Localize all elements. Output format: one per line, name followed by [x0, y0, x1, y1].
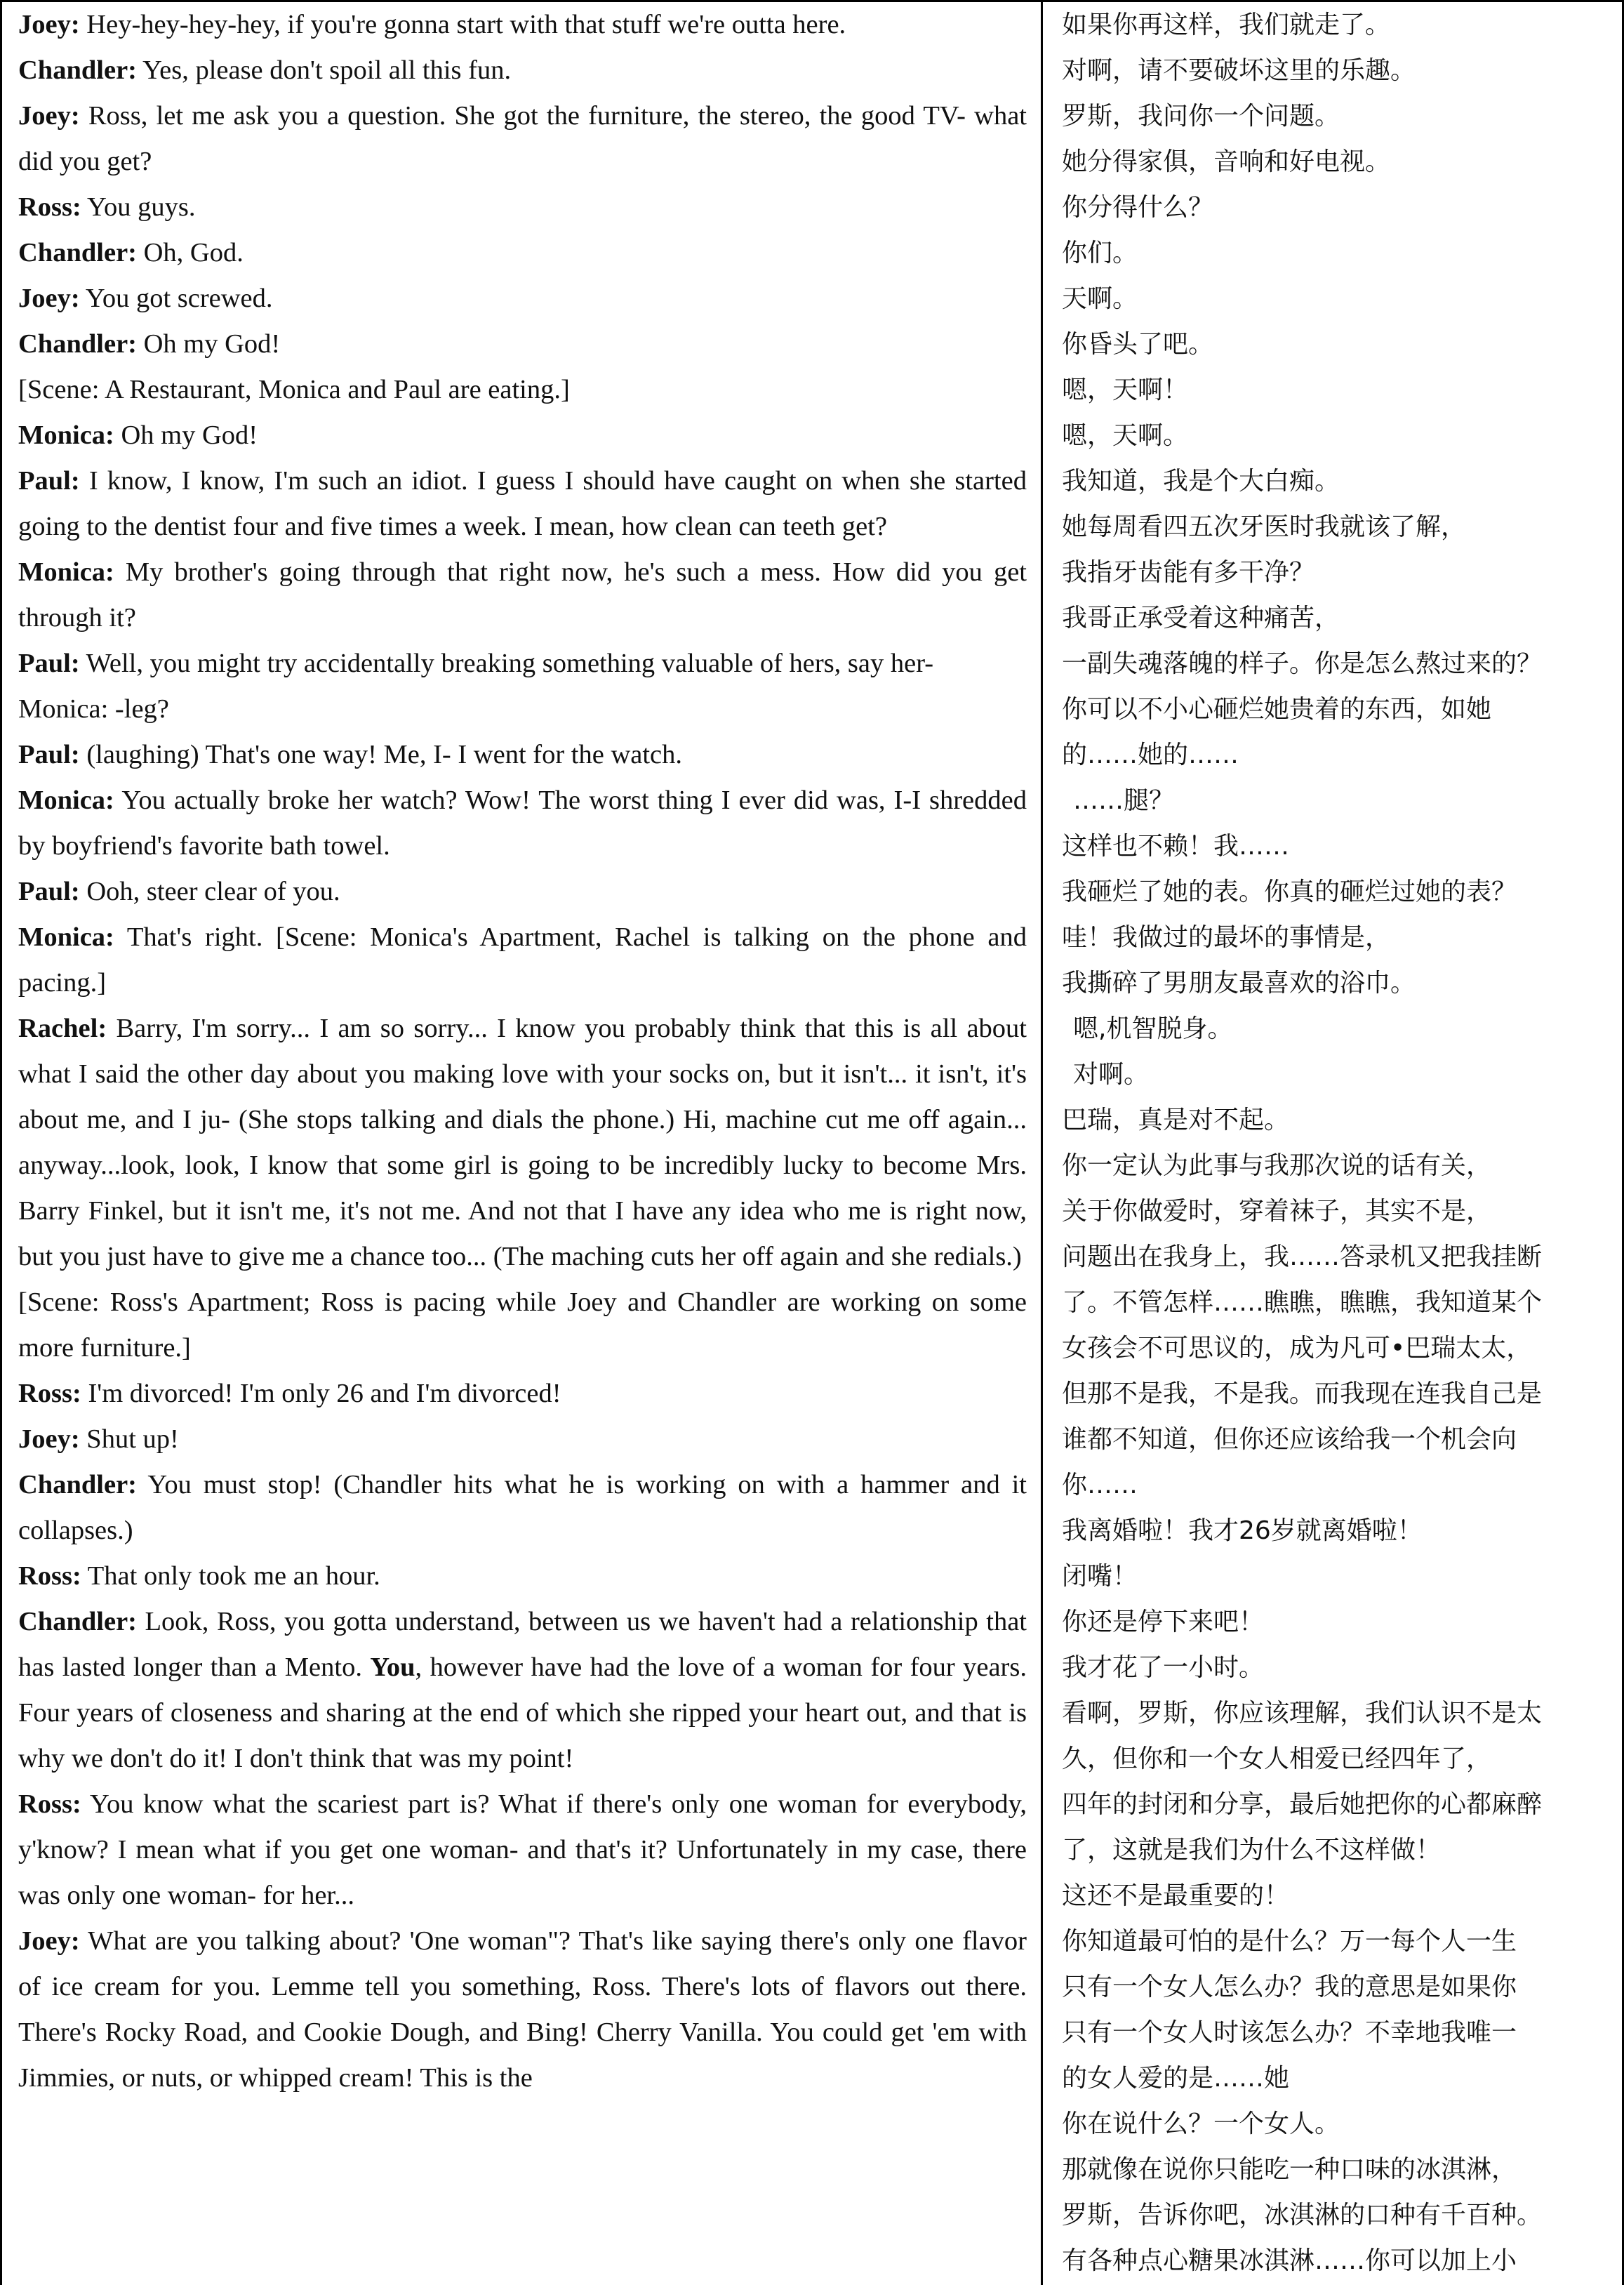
line-text: Yes, please don't spoil all this fun. [136, 55, 512, 85]
translation-line: 哇！我做过的最坏的事情是， [1062, 923, 1391, 952]
translation-line: 嗯，天啊！ [1062, 376, 1189, 404]
speaker-name: Joey: [18, 10, 80, 39]
translation-line: 嗯,机智脱身。 [1073, 1014, 1233, 1043]
speaker-name: Monica: [18, 557, 114, 587]
dialogue-line [18, 1462, 1027, 1554]
speaker-name: Joey: [18, 1424, 80, 1454]
translation-line: 你知道最可怕的是什么？万一每个人一生 [1062, 1927, 1517, 1956]
speaker-name: Paul: [18, 649, 80, 678]
speaker-name: Rachel: [18, 1014, 107, 1043]
line-text: Oh my God! [114, 420, 258, 450]
translation-line: 我离婚啦！我才26岁就离婚啦！ [1062, 1516, 1423, 1545]
line-text: Oh my God! [136, 329, 281, 359]
dialogue-line [18, 1006, 1027, 1280]
line-text: (laughing) That's one way! Me, I- I went for the watch. [79, 740, 683, 769]
dialogue-line [18, 550, 1027, 641]
speaker-name: Paul: [18, 740, 80, 769]
translation-line: 巴瑞，真是对不起。 [1062, 1106, 1290, 1134]
dialogue-line [18, 869, 1027, 915]
line-text: [Scene: A Restaurant, Monica and Paul are eating.] [18, 375, 570, 404]
dialogue-line [18, 48, 1027, 93]
line-text: Well, you might try accidentally breaking something valuable of hers, say her- [79, 649, 934, 678]
translation-line: 这还不是最重要的！ [1062, 1881, 1290, 1910]
translation-line: 嗯，天啊。 [1062, 421, 1189, 450]
dialogue-line [18, 1919, 1027, 2101]
line-text: I'm divorced! I'm only 26 and I'm divorced! [81, 1379, 561, 1408]
translation-line: 看啊，罗斯，你应该理解，我们认识不是太 [1062, 1699, 1543, 1728]
line-text: [Scene: Ross's Apartment; Ross is pacing while Joey and Chandler are working on some more furniture.] [18, 1287, 1027, 1363]
dialogue-line [18, 1371, 1027, 1417]
translation-line: 我指牙齿能有多干净？ [1062, 558, 1315, 587]
line-text: Ross, let me ask you a question. She got the furniture, the stereo, the good TV- what did you get? [18, 101, 1027, 176]
translation-line: 这样也不赖！我…… [1062, 832, 1290, 861]
speaker-name: Chandler: [18, 1470, 137, 1499]
translation-line: 了。不管怎样……瞧瞧，瞧瞧，我知道某个 [1062, 1288, 1543, 1317]
line-text: My brother's going through that right now, he's such a mess. How did you get through it? [18, 557, 1027, 632]
translation-line: 我才花了一小时。 [1062, 1653, 1265, 1682]
line-text: You guys. [81, 192, 196, 222]
translation-line: 有各种点心糖果冰淇淋……你可以加上小 [1062, 2246, 1517, 2275]
dialogue-line [18, 732, 1027, 778]
speaker-name: Joey: [18, 101, 80, 131]
translation-line: 四年的封闭和分享，最后她把你的心都麻醉 [1062, 1790, 1543, 1819]
translation-line: 你们。 [1062, 239, 1138, 267]
translation-line: 罗斯，告诉你吧，冰淇淋的口种有千百种。 [1062, 2201, 1543, 2230]
dialogue-line [18, 413, 1027, 458]
translation-line: 她每周看四五次牙医时我就该了解， [1062, 512, 1467, 541]
line-text: You got screwed. [79, 284, 273, 313]
translation-line: 她分得家俱，音响和好电视。 [1062, 147, 1391, 176]
speaker-name: Monica: [18, 786, 114, 815]
translation-line: 问题出在我身上，我……答录机又把我挂断 [1062, 1243, 1543, 1271]
scene-direction [18, 1280, 1027, 1371]
line-text: Look, Ross, you gotta understand, between us we haven't had a relationship that has lasted longer than a Mento. [18, 1607, 1027, 1682]
speaker-name: Ross: [18, 192, 81, 222]
translation-line: 只有一个女人时该怎么办？不幸地我唯一 [1062, 2018, 1517, 2047]
chinese-column [1043, 2, 1622, 2285]
translation-line: 的女人爱的是……她 [1062, 2064, 1290, 2093]
dialogue-line [18, 1417, 1027, 1462]
line-text: Shut up! [79, 1424, 179, 1454]
speaker-name: Chandler: [18, 329, 137, 359]
translation-line: 闭嘴！ [1062, 1562, 1138, 1591]
translation-line: 你还是停下来吧！ [1062, 1608, 1265, 1636]
dialogue-line [18, 230, 1027, 276]
line-text: You must stop! (Chandler hits what he is working on with a hammer and it collapses.) [18, 1470, 1027, 1545]
translation-line: 我砸烂了她的表。你真的砸烂过她的表？ [1062, 877, 1517, 906]
dialogue-line [18, 641, 1027, 687]
translation-line: 罗斯，我问你一个问题。 [1062, 102, 1340, 131]
translation-line: 只有一个女人怎么办？我的意思是如果你 [1062, 1973, 1517, 2001]
speaker-name: Ross: [18, 1561, 81, 1591]
line-text: What are you talking about? 'One woman"? That's like saying there's only one flavor of ice cream for you. Lemme tell you something, Ross. There's lots of flavors out there. There's Rocky Road, and Cookie Dough, and Bing! Cherry Vanilla. You could get 'em with Jimmies, or nuts, or whipped cream! This is the [18, 1926, 1027, 2093]
speaker-name: Chandler: [18, 1607, 137, 1636]
line-text: Oh, God. [136, 238, 244, 267]
translation-line: ……腿？ [1073, 786, 1175, 815]
dialogue-line [18, 1554, 1027, 1599]
line-text: You know what the scariest part is? What if there's only one woman for everybody, y'know? I mean what if you get one woman- and that's it? Unfortunately in my case, there was only one woman- for her... [18, 1789, 1027, 1910]
translation-line: 我哥正承受着这种痛苦， [1062, 604, 1340, 632]
dialogue-line [18, 915, 1027, 1006]
translation-line: 你在说什么？一个女人。 [1062, 2110, 1340, 2138]
translation-line: 谁都不知道，但你还应该给我一个机会向 [1062, 1425, 1517, 1454]
speaker-name: Joey: [18, 1926, 80, 1956]
translation-line: 你分得什么？ [1062, 193, 1214, 222]
speaker-name: Ross: [18, 1789, 81, 1819]
dialogue-line [18, 1782, 1027, 1919]
scene-direction [18, 367, 1027, 413]
translation-line: 久，但你和一个女人相爱已经四年了， [1062, 1744, 1492, 1773]
line-text: You actually broke her watch? Wow! The worst thing I ever did was, I-I shredded by boyfriend's favorite bath towel. [18, 786, 1027, 861]
dialogue-line [18, 687, 1027, 732]
dialogue-line [18, 1599, 1027, 1782]
emphasis-word: You [370, 1653, 415, 1682]
line-text: Hey-hey-hey-hey, if you're gonna start with that stuff we're outta here. [79, 10, 846, 39]
speaker-name: Chandler: [18, 55, 137, 85]
line-text: That only took me an hour. [81, 1561, 380, 1591]
speaker-name: Paul: [18, 466, 80, 496]
translation-line: 但那不是我，不是我。而我现在连我自己是 [1062, 1379, 1543, 1408]
speaker-name: Paul: [18, 877, 80, 906]
dialogue-line [18, 93, 1027, 185]
speaker-name: Chandler: [18, 238, 137, 267]
dialogue-line [18, 185, 1027, 230]
translation-line: 你…… [1062, 1471, 1138, 1499]
line-text: Monica: -leg? [18, 694, 169, 724]
speaker-name: Ross: [18, 1379, 81, 1408]
line-text: Ooh, steer clear of you. [79, 877, 340, 906]
dialogue-line [18, 2, 1027, 48]
speaker-name: Joey: [18, 284, 80, 313]
line-text: Barry, I'm sorry... I am so sorry... I know you probably think that this is all about what I said the other day about you making love with your socks on, but it isn't... it isn't, it's about me, and I ju- (She stops talking and dials the phone.) Hi, machine cut me off again... anyway...look, look, I know that some girl is going to be incredibly lucky to become Mrs. Barry Finkel, but it isn't me, it's not me. And not that I have any idea who me is right now, but you just have to give me a chance too... (The maching cuts her off again and she redials.) [18, 1014, 1027, 1271]
translation-line: 关于你做爱时，穿着袜子，其实不是， [1062, 1197, 1492, 1226]
dialogue-line [18, 458, 1027, 550]
dialogue-line [18, 778, 1027, 869]
translation-line: 了，这就是我们为什么不这样做！ [1062, 1836, 1442, 1865]
dialogue-line [18, 276, 1027, 322]
translation-line: 你可以不小心砸烂她贵着的东西，如她 [1062, 695, 1492, 724]
dialogue-line [18, 322, 1027, 367]
translation-line: 你昏头了吧。 [1062, 330, 1214, 359]
translation-line: 一副失魂落魄的样子。你是怎么熬过来的？ [1062, 649, 1543, 678]
line-text-continued: , however have had the love of a woman for four years. Four years of closeness and sharing at the end of which she ripped your heart out, and that is why we don't do it! I don't think that was my point! [18, 1653, 1027, 1773]
speaker-name: Monica: [18, 922, 114, 952]
translation-line: 我撕碎了男朋友最喜欢的浴巾。 [1062, 969, 1416, 998]
translation-line: 对啊。 [1073, 1060, 1150, 1089]
translation-line: 女孩会不可思议的，成为凡可•巴瑞太太， [1062, 1334, 1532, 1363]
line-text: I know, I know, I'm such an idiot. I guess I should have caught on when she started going to the dentist four and five times a week. I mean, how clean can teeth get? [18, 466, 1027, 541]
translation-line: 的……她的…… [1062, 741, 1239, 769]
translation-line: 那就像在说你只能吃一种口味的冰淇淋， [1062, 2155, 1517, 2184]
line-text: That's right. [Scene: Monica's Apartment, Rachel is talking on the phone and pacing.] [18, 922, 1027, 998]
translation-line: 你一定认为此事与我那次说的话有关， [1062, 1151, 1492, 1180]
speaker-name: Monica: [18, 420, 114, 450]
translation-line: 对啊，请不要破坏这里的乐趣。 [1062, 56, 1416, 85]
translation-line: 我知道，我是个大白痴。 [1062, 467, 1340, 496]
english-column [2, 2, 1043, 2285]
translation-line: 天啊。 [1062, 284, 1138, 313]
translation-line: 如果你再这样，我们就走了。 [1062, 11, 1391, 39]
